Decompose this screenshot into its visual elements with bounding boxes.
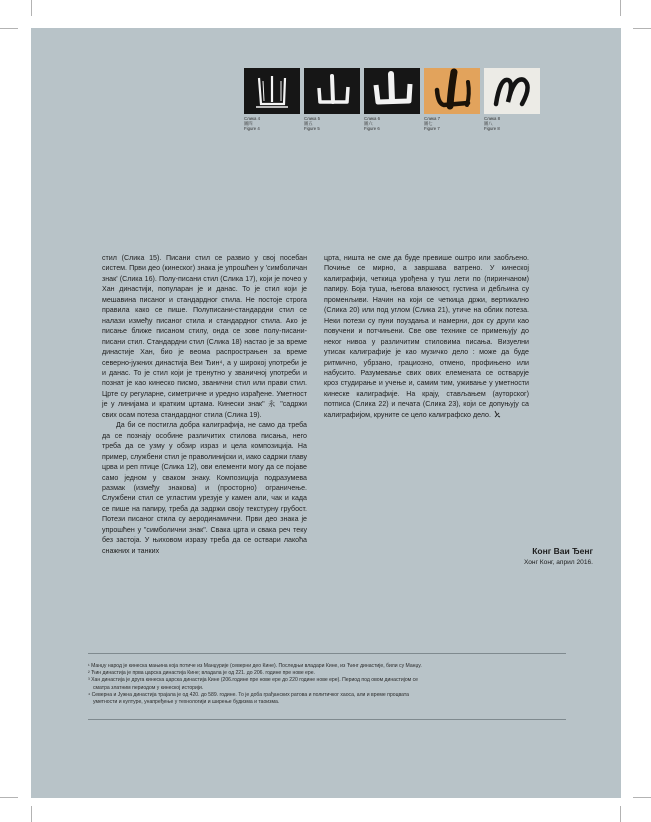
figure-caption-cn: 圖五 bbox=[304, 121, 313, 126]
figure-caption-en: Figure 6 bbox=[364, 126, 380, 131]
figure-caption-sr: Слика 7 bbox=[424, 116, 440, 121]
end-mark-icon bbox=[493, 410, 501, 418]
figure-caption-sr: Слика 4 bbox=[244, 116, 260, 121]
figure-caption-cn: 圖四 bbox=[244, 121, 253, 126]
figure-5 bbox=[304, 68, 360, 131]
figure-7-image bbox=[424, 68, 480, 114]
figure-caption-en: Figure 5 bbox=[304, 126, 320, 131]
figure-8 bbox=[484, 68, 540, 131]
figure-caption-sr: Слика 8 bbox=[484, 116, 500, 121]
signature-block bbox=[524, 546, 593, 566]
figure-caption-cn: 圖八 bbox=[484, 121, 493, 126]
footnotes bbox=[88, 663, 566, 706]
crop-mark bbox=[0, 797, 18, 798]
paragraph bbox=[324, 253, 529, 420]
footnote-divider bbox=[88, 653, 566, 654]
figure-5-image bbox=[304, 68, 360, 114]
crop-mark bbox=[31, 0, 32, 16]
figure-caption-en: Figure 7 bbox=[424, 126, 440, 131]
figure-6 bbox=[364, 68, 420, 131]
footnote: ³ Хан династија је друга кинеска царска династија Кине (206.године пре нове ере до 220 године нове ере). Период под овом династијом се bbox=[88, 677, 418, 684]
figure-6-image bbox=[364, 68, 420, 114]
figure-8-image bbox=[484, 68, 540, 114]
crop-mark bbox=[620, 0, 621, 16]
text-column-right bbox=[324, 253, 529, 420]
footnote-divider-bottom bbox=[88, 719, 566, 720]
crop-mark bbox=[620, 806, 621, 822]
crop-mark bbox=[0, 28, 18, 29]
author-place-date: Хонг Конг, април 2016. bbox=[523, 559, 593, 566]
footnote-continuation: уметности и културе, унапређење у технологији и ширење будизма и таоизма. bbox=[93, 699, 280, 706]
crop-mark bbox=[633, 28, 651, 29]
footnote: ² Ћин династија је прва царска династија Кине; владала је од 221. до 206. године пре нове ере. bbox=[88, 670, 315, 677]
text-column-left bbox=[102, 253, 307, 556]
paragraph-text: црта, ништа не сме да буде превише оштро или заобљено. Почиње се мирно, а завршава ватрено. У кинеској калиграфији, четкица урођена у туш лети по (пиринчаном) папиру. Боја туша, његова влажност, густина и дебљина су променљиви. Начин на који се четкица држи, вертикално (Слика 20) или под углом (Слика 21), утиче на облик потеза. Неки потези су пуни поуздања и намерни, док су други као повучени и потчињени. Све ове технике се примењују до неког нивоа у различитим стиловима писања. Визуелни утисак калиграфије је као музичко дело : може да буде ритмично, убрзано, грациозно, отмено, профињено или набусито. Разумевање свих ових елемената се остварује кроз студирање и учење и, самим тим, уживање у уметности кинеске калиграфије. На крају, стављањем (ауторског) потписа (Слика 22) и печата (Слика 23), који се допуњују са калиграфијом, круните се цело калиграфско дело. bbox=[324, 254, 529, 419]
footnote: ⁴ Северна и Јужна династија трајала је од 420. до 589. године. То је доба грађанских ратова и политичког хаоса, али и време процвата bbox=[88, 691, 410, 698]
figure-4 bbox=[244, 68, 300, 131]
figure-row bbox=[244, 68, 564, 148]
crop-mark bbox=[633, 797, 651, 798]
crop-mark bbox=[31, 806, 32, 822]
author-name: Конг Ваи Ђенг bbox=[532, 546, 593, 556]
paragraph: Да би се постигла добра калиграфија, не само да треба да се познају особине различитих стилова писања, него треба да се узму у обзир израз и цела композиција. На пример, службени стил је праволинијски и, иако садржи главу црва и реп птице (Слика 12), ови елементи могу да се појаве само једном у сваком знаку. Композиција подразумева размак (између знакова) и (просторно) ограничење. Службени стил се угластим урезује у камен али, чак и када се пише на папиру, треба да задржи своју текстурну грубост. Потези писаног стила су аеродинамични. Први део знака је упрошћен у "симболични знак". Свака црта и свака реч теку без застоја. У њиховом изразу треба да се оствари лакоћа снажних и танких bbox=[102, 421, 307, 555]
figure-caption-sr: Слика 6 bbox=[364, 116, 380, 121]
paragraph: стил (Слика 15). Писани стил се развио у свој посебан систем. Први део (кинеског) знака је упрошћен у 'симболичан знак' (Слика 16). Полу-писани стил (Слика 17), који је почео у Хан династији, популаран је и данас. То је стил који је мешавина писаног и стандардног стила. Не постоје строга правила како се пише. Полуписани-стандардни стил се налази између писаног стила и стандардног стила. Ако је писање ближе писаном стилу, онда се зове полу-писани-писани стил. Стандардни стил (Слика 18) настао је за време династије Хан, био је веома распрострањен за време северно-јужних династија Веи Ђин⁴, а у широкој употреби је и данас. То је стил који је тренутно у званичној употреби и познат је као кинеско писмо, званични стил или прави стил. Црте су регуларне, симетричне и уредно израђене. Уметност је у линијама и кратким цртама. Кинески знак" 永 "садржи свих осам потеза стандардног стила (Слика 19). bbox=[102, 254, 307, 419]
figure-caption-en: Figure 4 bbox=[244, 126, 260, 131]
footnote-continuation: сматра златним периодом у кинеској историји. bbox=[93, 684, 204, 691]
figure-4-image bbox=[244, 68, 300, 114]
figure-caption-sr: Слика 5 bbox=[304, 116, 320, 121]
figure-caption-cn: 圖七 bbox=[424, 121, 433, 126]
figure-7 bbox=[424, 68, 480, 131]
figure-caption-cn: 圖六 bbox=[364, 121, 373, 126]
footnote: ¹ Манџу народ је кинеска мањина која потиче из Манџурије (северни део Кине). Последњи владари Кине, из Ћинг династије, били су Манџу. bbox=[88, 663, 422, 669]
figure-caption-en: Figure 8 bbox=[484, 126, 500, 131]
